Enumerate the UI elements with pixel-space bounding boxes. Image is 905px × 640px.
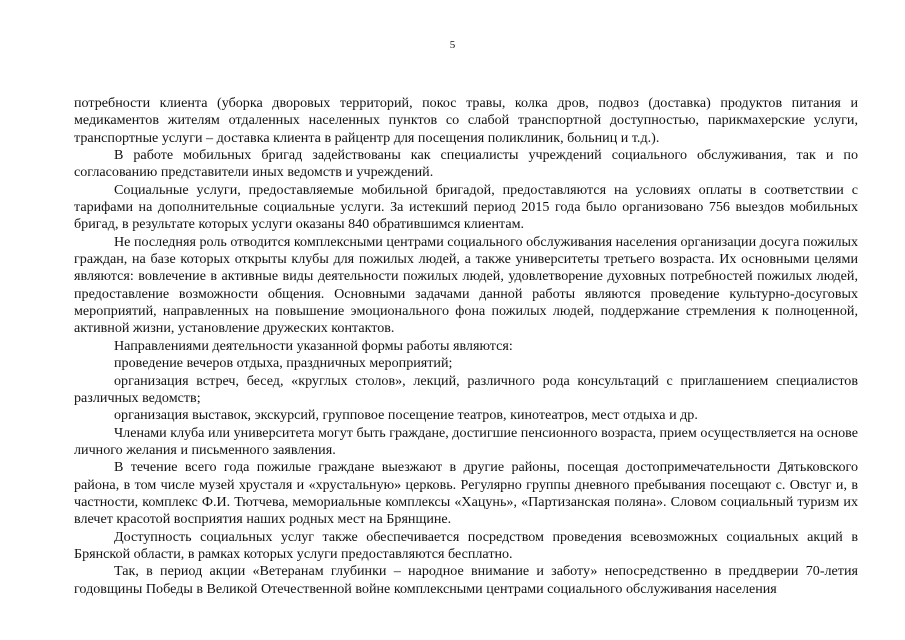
paragraph-activity-directions: Направлениями деятельности указанной формы работы являются: xyxy=(114,337,513,354)
paragraph-leisure-organization: Не последняя роль отводится комплексными центрами социального обслуживания населения организации досуга пожилых граждан, на базе которых открыты клубы для пожилых людей, а также университеты третьего возраста. Их основными целями являются: вовлечение в активные виды деятельности пожилых людей, удовлетворение духовных потребностей пожилых людей, предоставление возможности общения. Основными задачами данной работы являются проведение культурно-досуговых мероприятий, направленных на повышение эмоционального фона пожилых людей, поддержание стремления к полноценной, активной жизни, установление дружеских контактов. xyxy=(74,233,858,337)
paragraph-veterans-action: Так, в период акции «Ветеранам глубинки – народное внимание и заботу» непосредственно в преддверии 70-летия годовщины Победы в Великой Отечественной войне комплексными центрами социального обслуживания населения xyxy=(74,563,858,597)
list-item-evenings: проведение вечеров отдыха, праздничных мероприятий; xyxy=(114,355,453,372)
page-number: 5 xyxy=(449,39,456,51)
paragraph-social-actions: Доступность социальных услуг также обеспечивается посредством проведения всевозможных социальных акций в Брянской области, в рамках которых услуги предоставляются бесплатно. xyxy=(74,528,858,562)
list-item-meetings: организация встреч, бесед, «круглых столов», лекций, различного рода консультаций с приглашением специалистов различных ведомств; xyxy=(74,372,858,406)
document-body xyxy=(74,95,858,598)
paragraph-client-needs: потребности клиента (уборка дворовых территорий, покос травы, колка дров, подвоз (доставка) продуктов питания и медикаментов жителям отдаленных населенных пунктов со слабой транспортной доступностью, парикмахерские услуги, транспортные услуги – доставка клиента в райцентр для посещения поликлиник, больниц и т.д.). xyxy=(74,95,858,146)
paragraph-social-tourism: В течение всего года пожилые граждане выезжают в другие районы, посещая достопримечательности Дятьковского района, в том числе музей хрусталя и «хрустальную» церковь. Регулярно группы дневного пребывания посещают с. Овстуг и, в частности, комплекс Ф.И. Тютчева, мемориальные комплексы «Хацунь», «Партизанская поляна». Словом социальный туризм их влечет красотой восприятия наших родных мест на Брянщине. xyxy=(74,459,858,528)
paragraph-club-membership: Членами клуба или университета могут быть граждане, достигшие пенсионного возраста, прием осуществляется на основе личного желания и письменного заявления. xyxy=(74,424,858,458)
list-item-exhibitions: организация выставок, экскурсий, групповое посещение театров, кинотеатров, мест отдыха и др. xyxy=(114,407,698,424)
paragraph-mobile-brigades-staff: В работе мобильных бригад задействованы как специалисты учреждений социального обслуживания, так и по согласованию представители иных ведомств и учреждений. xyxy=(74,147,858,181)
paragraph-paid-services: Социальные услуги, предоставляемые мобильной бригадой, предоставляются на условиях оплаты в соответствии с тарифами на дополнительные социальные услуги. За истекший период 2015 года было организовано 756 выездов мобильных бригад, в результате которых услуги оказаны 840 обратившимся клиентам. xyxy=(74,181,858,233)
